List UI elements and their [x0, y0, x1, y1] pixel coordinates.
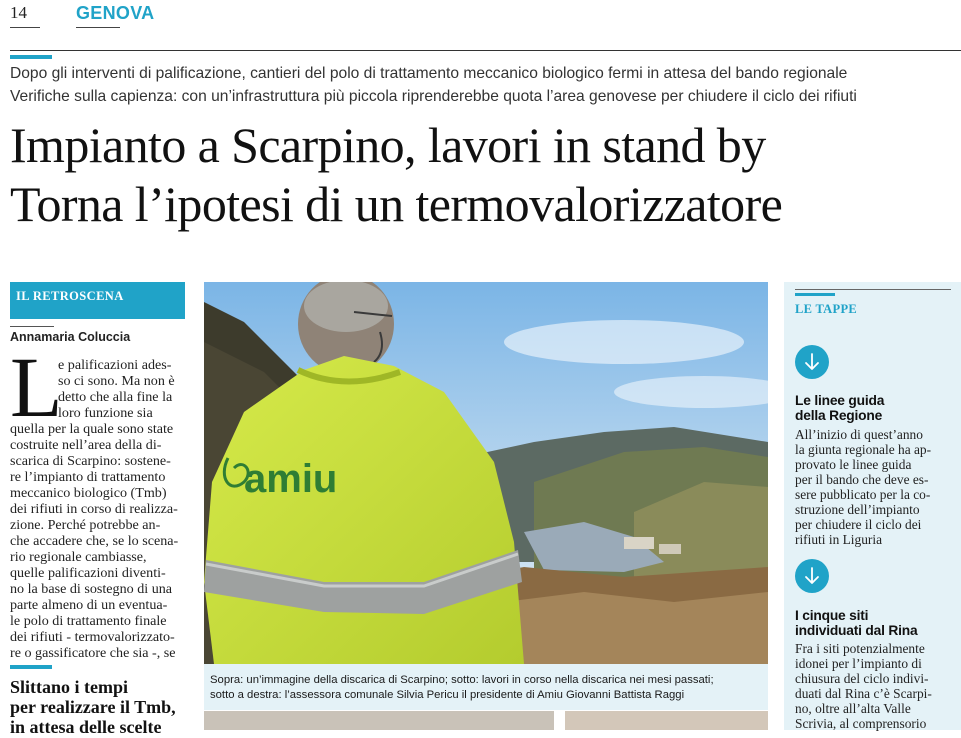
body-text-line: scarica di Scarpino: sostene-: [10, 453, 171, 469]
step-text-line: la giunta regionale ha ap-: [795, 442, 932, 457]
arrow-down-icon: [795, 345, 829, 379]
drop-cap: L: [10, 339, 63, 435]
section-underline: [76, 27, 120, 28]
header-rule: [10, 50, 961, 51]
body-text-line: meccanico biologico (Tmb): [10, 485, 167, 501]
subheading-accent-bar: [10, 665, 52, 669]
step-text-line: no, oltre all’alta Valle: [795, 701, 911, 716]
body-text-line: che accadere che, se lo scena-: [10, 533, 179, 549]
body-text-line: quella per la quale sono state: [10, 421, 174, 437]
landfill-photo: [204, 282, 768, 664]
step-text-line: Scrivia, al comprensorio: [795, 716, 927, 731]
step-text-line: Fra i siti potenzialmente: [795, 641, 925, 656]
page-number-underline: [10, 27, 40, 28]
subheading-line: in attesa delle scelte: [10, 717, 162, 737]
step-heading-line: Le linee guida: [795, 393, 885, 408]
lower-photo-left: [204, 711, 554, 730]
step-text-line: chiusura del ciclo indivi-: [795, 671, 929, 686]
body-text-line: e palificazioni ades-: [58, 357, 172, 373]
body-text-line: quelle palificazioni diventi-: [10, 565, 166, 581]
step-text-line: per chiudere il ciclo dei: [795, 517, 922, 532]
page-number: 14: [10, 3, 27, 22]
arrow-down-icon: [795, 559, 829, 593]
body-text-line: no la base di sostegno di una: [10, 581, 173, 597]
column-label: IL RETROSCENA: [16, 289, 124, 303]
photo-caption-line: sotto a destra: l’assessora comunale Silvia Pericu il presidente di Amiu Giovanni Battista Raggi: [210, 689, 685, 701]
body-text-line: parte almeno di un eventua-: [10, 597, 168, 613]
photo-caption-line: Sopra: un’immagine della discarica di Scarpino; sotto: lavori in corso nella discarica nei mesi passati;: [210, 674, 714, 686]
caption-box: [204, 664, 768, 710]
sidebar-rule: [795, 289, 951, 290]
body-text-line: so ci sono. Ma non è: [58, 373, 175, 389]
lower-photo-right: [565, 711, 768, 730]
step-text-line: per il bando che deve es-: [795, 472, 929, 487]
jacket-logo-text: amiu: [244, 457, 338, 501]
step-heading-line: I cinque siti: [795, 608, 869, 623]
step-text-line: sere pubblicato per la co-: [795, 487, 931, 502]
sidebar-accent-bar: [795, 293, 835, 296]
step-text-line: duati dal Rina c’è Scarpi-: [795, 686, 932, 701]
section-name: GENOVA: [76, 3, 155, 23]
body-text-line: dei rifiuti in corso di realizza-: [10, 501, 178, 517]
subheading-line: Slittano i tempi: [10, 677, 129, 697]
headline-line: Torna l’ipotesi di un termovalorizzatore: [10, 176, 783, 232]
body-text-line: loro funzione sia: [58, 405, 153, 421]
accent-bar: [10, 55, 52, 59]
step-text-line: rifiuti in Liguria: [795, 532, 883, 547]
headline-line: Impianto a Scarpino, lavori in stand by: [10, 117, 766, 173]
author-byline: Annamaria Coluccia: [10, 330, 131, 344]
step-text-line: All’inizio di quest’anno: [795, 427, 923, 442]
step-text-line: idonei per l’impianto di: [795, 656, 922, 671]
author-rule: [10, 326, 54, 327]
body-text-line: re o gassificatore che sia -, se: [10, 645, 176, 661]
body-text-line: costruite nell’area della di-: [10, 437, 162, 453]
subheading-line: per realizzare il Tmb,: [10, 697, 176, 717]
step-text-line: provato le linee guida: [795, 457, 912, 472]
body-text-line: dei rifiuti - termovalorizzato-: [10, 629, 175, 645]
step-text-line: struzione dell’impianto: [795, 502, 920, 517]
body-text-line: zione. Perché potrebbe an-: [10, 517, 161, 533]
step-heading-line: individuati dal Rina: [795, 623, 918, 638]
step-heading-line: della Regione: [795, 408, 883, 423]
kicker-line: Verifiche sulla capienza: con un’infrastruttura più piccola riprenderebbe quota l’area genovese per chiudere il ciclo dei rifiuti: [10, 88, 857, 105]
sidebar-title: LE TAPPE: [795, 302, 858, 316]
body-text-line: detto che alla fine la: [58, 389, 173, 405]
body-text-line: le polo di trattamento finale: [10, 613, 167, 629]
body-text-line: re l’impianto di trattamento: [10, 469, 166, 485]
body-text-line: rio regionale cambiasse,: [10, 549, 147, 565]
kicker-line: Dopo gli interventi di palificazione, cantieri del polo di trattamento meccanico biologico fermi in attesa del bando regionale: [10, 65, 848, 82]
